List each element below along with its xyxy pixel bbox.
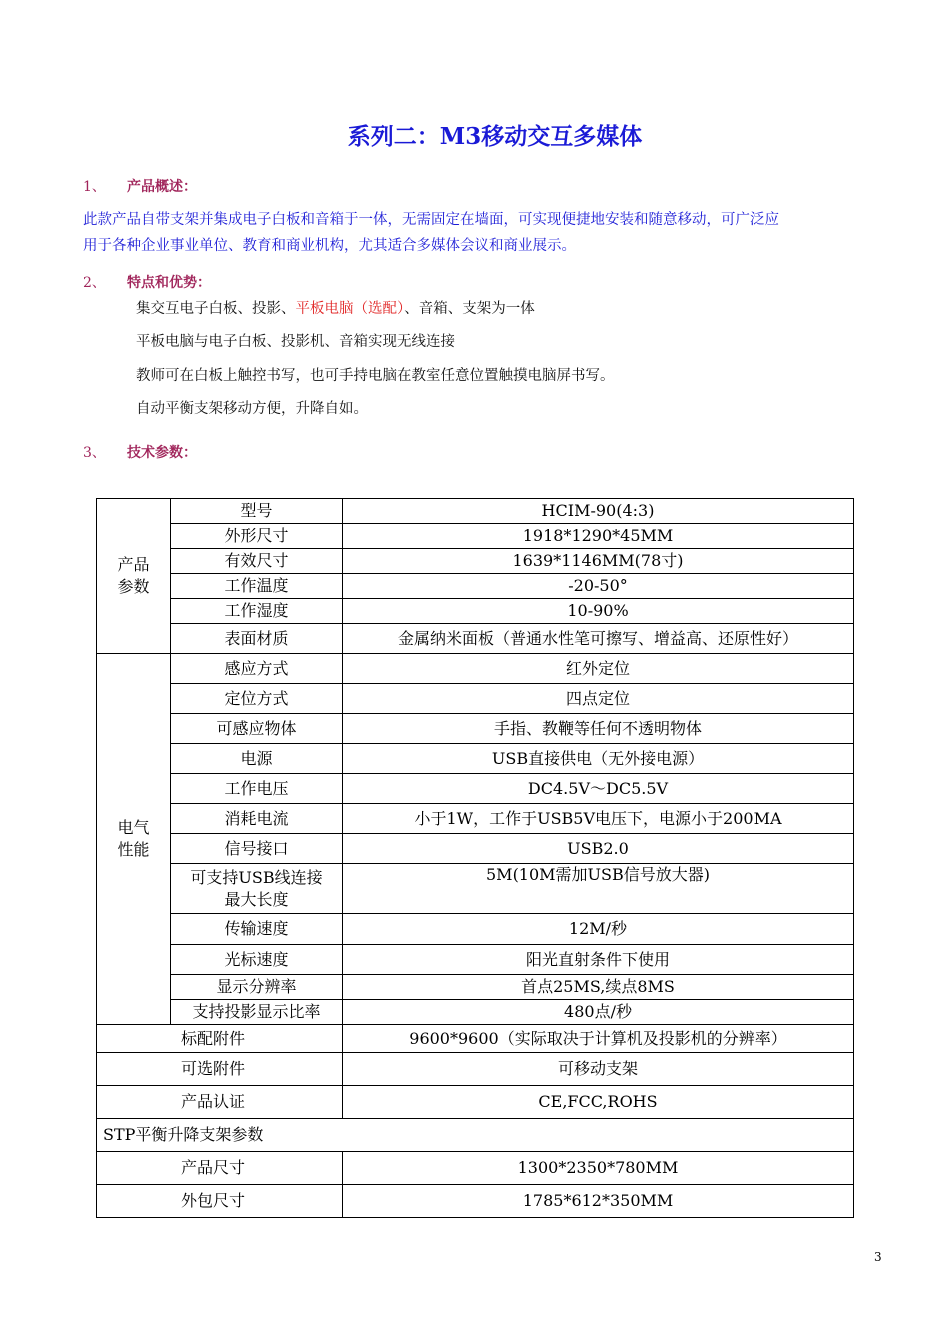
table-row <box>97 499 854 524</box>
spec-key: 传输速度 <box>171 914 343 945</box>
spec-key: 有效尺寸 <box>171 549 343 574</box>
spec-key: 可支持USB线连接 最大长度 <box>171 864 343 914</box>
table-row <box>97 975 854 1000</box>
spec-key: 外形尺寸 <box>171 524 343 549</box>
spec-value: DC4.5V～DC5.5V <box>343 774 854 804</box>
table-row <box>97 945 854 975</box>
spec-key: 产品尺寸 <box>97 1152 343 1185</box>
spec-value: 小于1W，工作于USB5V电压下，电源小于200MA <box>343 804 854 834</box>
feature-line: 教师可在白板上触控书写，也可手持电脑在教室任意位置触摸电脑屏书写。 <box>136 368 615 384</box>
table-row <box>97 1053 854 1086</box>
feature-line: 平板电脑与电子白板、投影机、音箱实现无线连接 <box>136 334 455 350</box>
feature-line: 集交互电子白板、投影、平板电脑（选配）、音箱、支架为一体 <box>136 301 535 317</box>
table-row <box>97 574 854 599</box>
spec-value: USB直接供电（无外接电源） <box>343 744 854 774</box>
spec-value: 金属纳米面板（普通水性笔可擦写、增益高、还原性好） <box>343 624 854 654</box>
spec-value: 1785*612*350MM <box>343 1185 854 1218</box>
spec-value: 四点定位 <box>343 684 854 714</box>
spec-value: 1918*1290*45MM <box>343 524 854 549</box>
table-row <box>97 914 854 945</box>
spec-key: 可选附件 <box>97 1053 343 1086</box>
spec-value: -20-50° <box>343 574 854 599</box>
group-label-product: 产品 参数 <box>97 499 171 654</box>
overview-paragraph <box>83 207 888 259</box>
spec-value: 5M(10M需加USB信号放大器) <box>343 864 854 914</box>
spec-value: 红外定位 <box>343 654 854 684</box>
spec-key: 显示分辨率 <box>171 975 343 1000</box>
spec-key: 感应方式 <box>171 654 343 684</box>
table-row <box>97 1086 854 1119</box>
table-row <box>97 1000 854 1025</box>
table-row <box>97 654 854 684</box>
stand-params-header: STP平衡升降支架参数 <box>97 1119 854 1152</box>
spec-value: 1639*1146MM(78寸) <box>343 549 854 574</box>
spec-key: 工作电压 <box>171 774 343 804</box>
table-row <box>97 864 854 914</box>
spec-value: 10-90% <box>343 599 854 624</box>
table-row <box>97 599 854 624</box>
table-row <box>97 1025 854 1053</box>
spec-key: 信号接口 <box>171 834 343 864</box>
spec-value: 480点/秒 <box>343 1000 854 1025</box>
section-heading-overview: 1、 产品概述： <box>83 179 197 195</box>
page-number: 3 <box>874 1250 882 1264</box>
table-row <box>97 624 854 654</box>
table-row <box>97 524 854 549</box>
spec-key: 定位方式 <box>171 684 343 714</box>
spec-key: 型号 <box>171 499 343 524</box>
section-heading-features: 2、 特点和优势： <box>83 275 211 291</box>
spec-value: CE,FCC,ROHS <box>343 1086 854 1119</box>
table-row <box>97 1119 854 1152</box>
spec-key: 光标速度 <box>171 945 343 975</box>
overview-line: 此款产品自带支架并集成电子白板和音箱于一体，无需固定在墙面，可实现便捷地安装和随意移动，可广泛应 <box>83 212 779 228</box>
table-row <box>97 1152 854 1185</box>
spec-value: 可移动支架 <box>343 1053 854 1086</box>
spec-key: 标配附件 <box>97 1025 343 1053</box>
spec-value: 12M/秒 <box>343 914 854 945</box>
table-row <box>97 834 854 864</box>
spec-value: 阳光直射条件下使用 <box>343 945 854 975</box>
spec-key: 表面材质 <box>171 624 343 654</box>
spec-key: 工作湿度 <box>171 599 343 624</box>
spec-value: HCIM-90(4:3) <box>343 499 854 524</box>
spec-value: 9600*9600（实际取决于计算机及投影机的分辨率） <box>343 1025 854 1053</box>
table-row <box>97 744 854 774</box>
spec-key: 支持投影显示比率 <box>171 1000 343 1025</box>
table-row <box>97 804 854 834</box>
table-row <box>97 1185 854 1218</box>
optional-tablet-note: 平板电脑（选配） <box>295 301 405 317</box>
table-row <box>97 714 854 744</box>
spec-key: 外包尺寸 <box>97 1185 343 1218</box>
spec-value: 1300*2350*780MM <box>343 1152 854 1185</box>
spec-value: USB2.0 <box>343 834 854 864</box>
spec-value: 首点25MS,续点8MS <box>343 975 854 1000</box>
table-row <box>97 684 854 714</box>
spec-key: 电源 <box>171 744 343 774</box>
overview-line: 用于各种企业事业单位、教育和商业机构，尤其适合多媒体会议和商业展示。 <box>83 238 576 254</box>
spec-key: 产品认证 <box>97 1086 343 1119</box>
feature-line: 自动平衡支架移动方便，升降自如。 <box>136 401 368 417</box>
spec-key: 工作温度 <box>171 574 343 599</box>
spec-table <box>96 498 854 1218</box>
group-label-electrical: 电气 性能 <box>97 654 171 1025</box>
spec-key: 消耗电流 <box>171 804 343 834</box>
table-row <box>97 774 854 804</box>
document-title: 系列二：M3移动交互多媒体 <box>347 123 643 150</box>
section-heading-specs: 3、 技术参数： <box>83 445 197 461</box>
table-row <box>97 549 854 574</box>
spec-key: 可感应物体 <box>171 714 343 744</box>
spec-value: 手指、教鞭等任何不透明物体 <box>343 714 854 744</box>
